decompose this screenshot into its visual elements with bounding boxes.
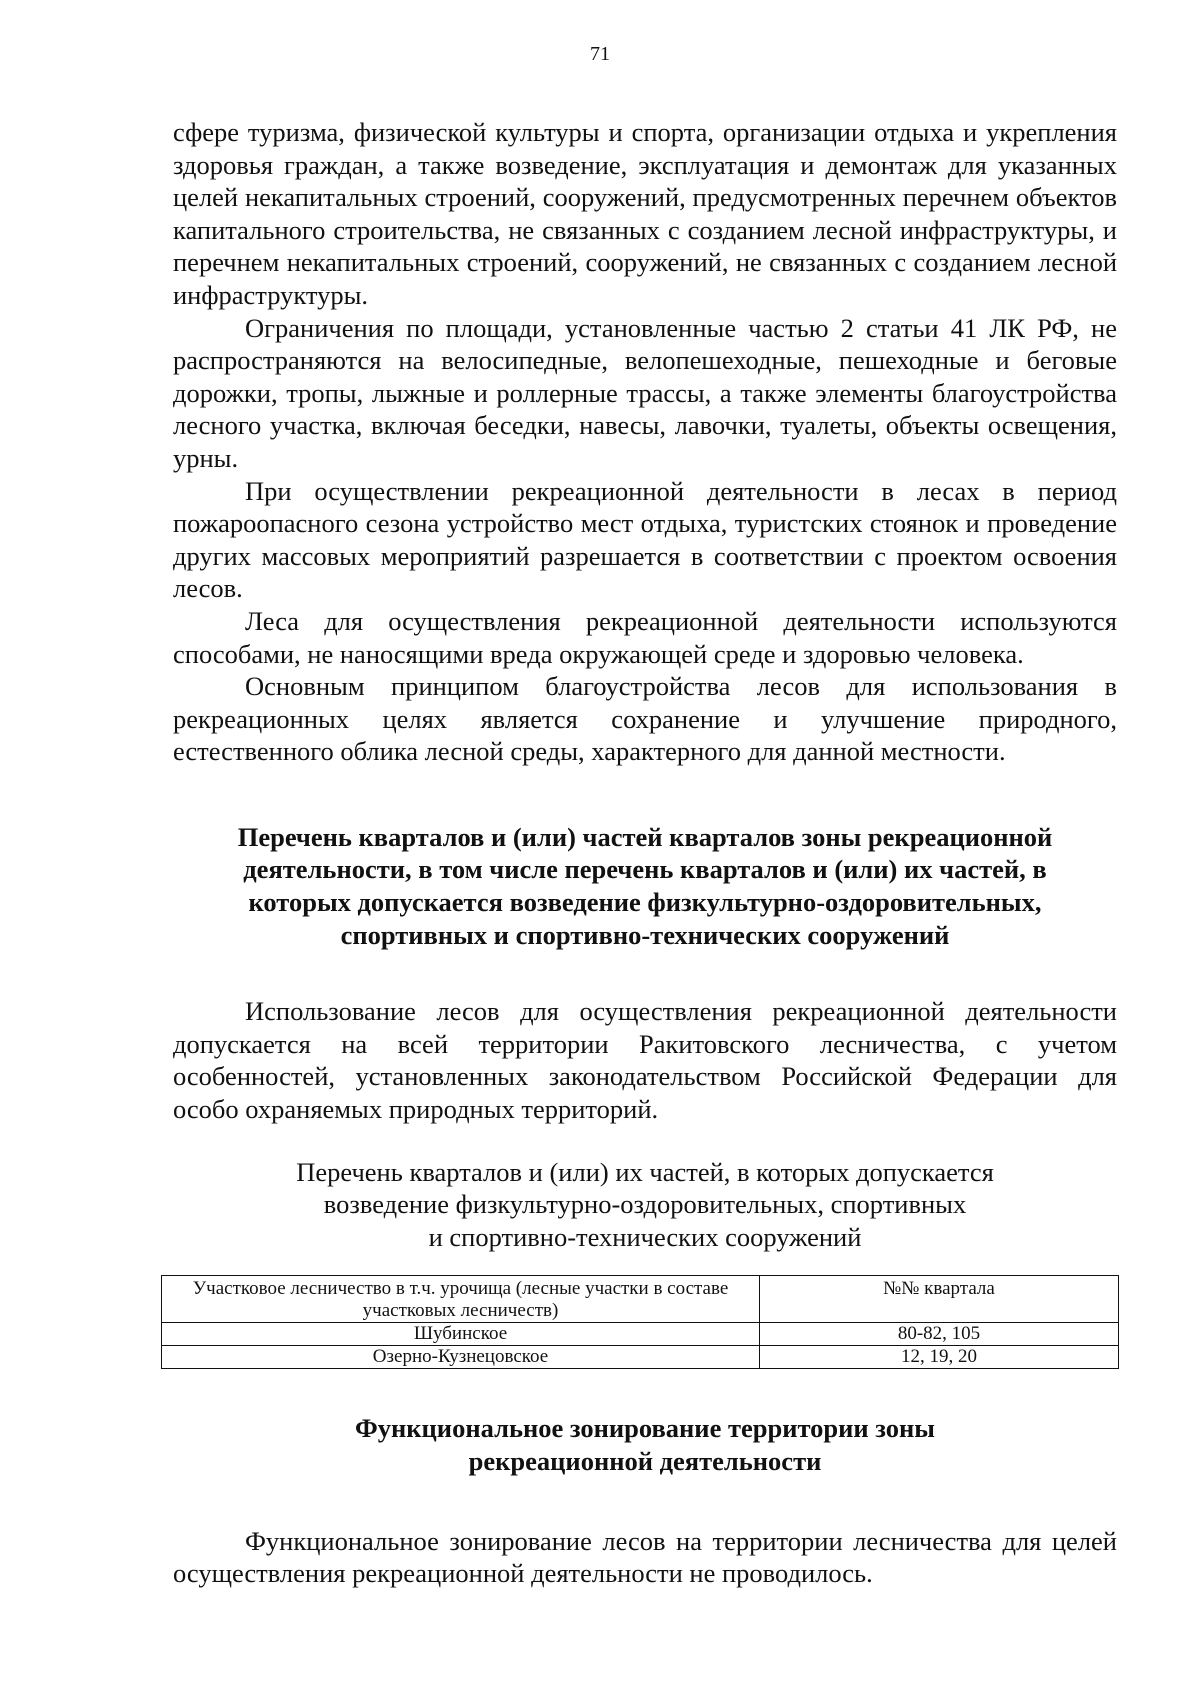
paragraph-main-principle: Основным принципом благоустройства лесов для использования в рекреационных целях является сохранение и улучшение природного, естественного облика лесной среды, характерного для данной местности. xyxy=(173,671,1117,767)
header-forestry: Участковое лесничество в т.ч. урочища (лесные участки в составе участковых лесничеств) xyxy=(162,1276,760,1323)
table-row xyxy=(162,1323,1119,1346)
heading-line: деятельности, в том числе перечень кварталов и (или) их частей, в xyxy=(243,854,1047,885)
header-quarter-numbers: №№ квартала xyxy=(760,1276,1119,1323)
cell-quarters: 80-82, 105 xyxy=(760,1323,1119,1346)
table-header-row xyxy=(162,1276,1119,1323)
quarters-table xyxy=(161,1275,1119,1369)
paragraph-zoning: Функциональное зонирование лесов на территории лесничества для целей осуществления рекреационной деятельности не проводилось. xyxy=(173,1525,1117,1589)
caption-line: Перечень кварталов и (или) их частей, в которых допускается xyxy=(296,1156,994,1187)
heading-line: рекреационной деятельности xyxy=(468,1446,822,1476)
document-body xyxy=(173,116,1117,1590)
caption-line: возведение физкультурно-оздоровительных, спортивных xyxy=(323,1189,967,1220)
caption-line: и спортивно-технических сооружений xyxy=(428,1221,862,1252)
cell-forestry: Озерно-Кузнецовское xyxy=(162,1346,760,1369)
section-heading-zoning xyxy=(173,1412,1117,1477)
heading-line: спортивных и спортивно-технических сооружений xyxy=(340,919,950,950)
paragraph-area-restrictions: Ограничения по площади, установленные частью 2 статьи 41 ЛК РФ, не распространяются на велосипедные, велопешеходные, пешеходные и беговые дорожки, тропы, лыжные и роллерные трассы, а также элементы благоустройства лесного участка, включая беседки, навесы, лавочки, туалеты, объекты освещения, урны. xyxy=(173,312,1117,473)
cell-quarters: 12, 19, 20 xyxy=(760,1346,1119,1369)
section-heading-quarters-list xyxy=(173,821,1117,951)
heading-line: Перечень кварталов и (или) частей кварталов зоны рекреационной xyxy=(237,821,1053,852)
paragraph-usage-methods: Леса для осуществления рекреационной деятельности используются способами, не наносящими вреда окружающей среде и здоровью человека. xyxy=(173,605,1117,669)
paragraph-continuation: сфере туризма, физической культуры и спорта, организации отдыха и укрепления здоровья граждан, а также возведение, эксплуатация и демонтаж для указанных целей некапитальных строений, сооружений, предусмотренных перечнем объектов капитального строительства, не связанных с созданием лесной инфраструктуры, и перечнем некапитальных строений, сооружений, не связанных с созданием лесной инфраструктуры. xyxy=(173,117,1117,310)
paragraph-fire-season: При осуществлении рекреационной деятельности в лесах в период пожароопасного сезона устройство мест отдыха, туристских стоянок и проведение других массовых мероприятий разрешается в соответствии с проектом освоения лесов. xyxy=(173,475,1117,604)
table-row xyxy=(162,1346,1119,1369)
table-caption xyxy=(173,1156,1117,1254)
heading-line: Функциональное зонирование территории зоны xyxy=(354,1413,935,1444)
paragraph-forest-use: Использование лесов для осуществления рекреационной деятельности допускается на всей территории Ракитовского лесничества, с учетом особенностей, установленных законодательством Российской Федерации для особо охраняемых природных территорий. xyxy=(173,996,1117,1125)
heading-line: которых допускается возведение физкультурно-оздоровительных, xyxy=(248,887,1042,918)
cell-forestry: Шубинское xyxy=(162,1323,760,1346)
page-number: 71 xyxy=(590,43,610,65)
